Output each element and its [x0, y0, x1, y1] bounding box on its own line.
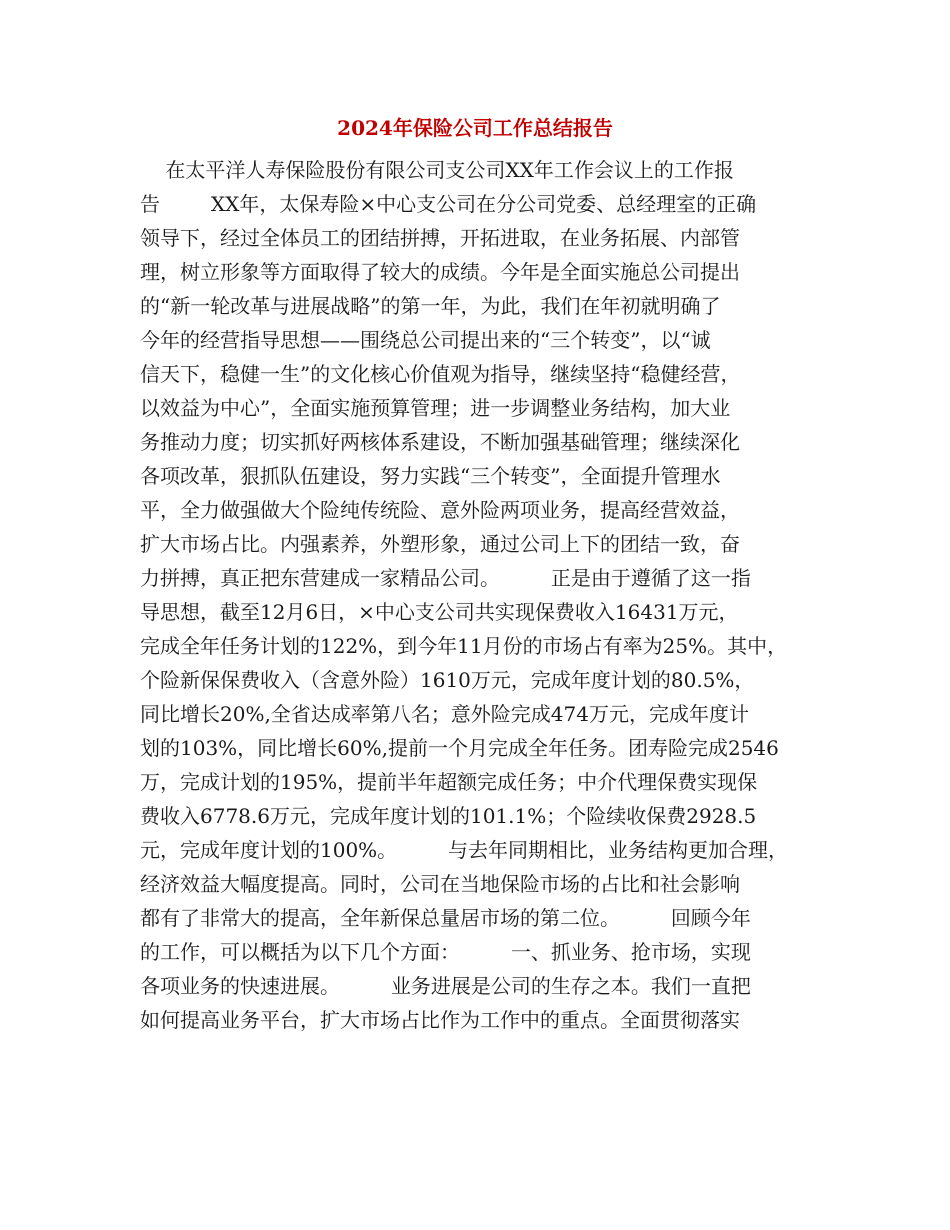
body-line: 如何提高业务平台，扩大市场占比作为工作中的重点。全面贯彻落实 [140, 1008, 740, 1032]
body-line: 万，完成计划的195%，提前半年超额完成任务；中介代理保费实现保 [140, 770, 758, 794]
body-line: 以效益为中心”，全面实施预算管理；进一步调整业务结构，加大业 [140, 396, 731, 420]
body-line: 平，全力做强做大个险纯传统险、意外险两项业务，提高经营效益， [140, 498, 740, 522]
body-line: 个险新保保费收入（含意外险）1610万元，完成年度计划的80.5%， [140, 668, 755, 692]
body-line: 的工作，可以概括为以下几个方面： 一、抓业务、抢市场，实现 [140, 940, 751, 964]
body-line: 信天下，稳健一生”的文化核心价值观为指导，继续坚持“稳健经营， [140, 362, 741, 386]
body-line: 在太平洋人寿保险股份有限公司支公司XX年工作会议上的工作报 [140, 158, 734, 182]
body-line: 完成全年任务计划的122%，到今年11月份的市场占有率为25%。其中， [140, 634, 788, 658]
body-line: 扩大市场占比。内强素养，外塑形象，通过公司上下的团结一致，奋 [140, 532, 740, 556]
body-line: 告 XX年，太保寿险×中心支公司在分公司党委、总经理室的正确 [140, 192, 757, 216]
document-body [140, 153, 830, 1037]
body-line: 各项业务的快速进展。 业务进展是公司的生存之本。我们一直把 [140, 974, 751, 998]
body-line: 经济效益大幅度提高。同时，公司在当地保险市场的占比和社会影响 [140, 872, 740, 896]
body-line: 各项改革，狠抓队伍建设，努力实践“三个转变”，全面提升管理水 [140, 464, 721, 488]
body-line: 力拼搏，真正把东营建成一家精品公司。 正是由于遵循了这一指 [140, 566, 751, 590]
body-line: 元，完成年度计划的100%。 与去年同期相比，业务结构更加合理， [140, 838, 789, 862]
body-line: 导思想，截至12月6日，×中心支公司共实现保费收入16431万元， [140, 600, 739, 624]
body-line: 的“新一轮改革与进展战略”的第一年，为此，我们在年初就明确了 [140, 294, 721, 318]
body-line: 同比增长20%,全省达成率第八名；意外险完成474万元，完成年度计 [140, 702, 749, 726]
body-line: 划的103%，同比增长60%,提前一个月完成全年任务。团寿险完成2546 [140, 736, 779, 760]
body-line: 都有了非常大的提高，全年新保总量居市场的第二位。 回顾今年 [140, 906, 751, 930]
body-line: 今年的经营指导思想——围绕总公司提出来的“三个转变”，以“诚 [140, 328, 711, 352]
body-line: 费收入6778.6万元，完成年度计划的101.1%；个险续收保费2928.5 [140, 804, 757, 828]
body-line: 领导下，经过全体员工的团结拼搏，开拓进取，在业务拓展、内部管 [140, 226, 740, 250]
body-line: 务推动力度；切实抓好两核体系建设，不断加强基础管理；继续深化 [140, 430, 740, 454]
document-title: 2024年保险公司工作总结报告 [337, 116, 613, 140]
body-line: 理，树立形象等方面取得了较大的成绩。今年是全面实施总公司提出 [140, 260, 740, 284]
